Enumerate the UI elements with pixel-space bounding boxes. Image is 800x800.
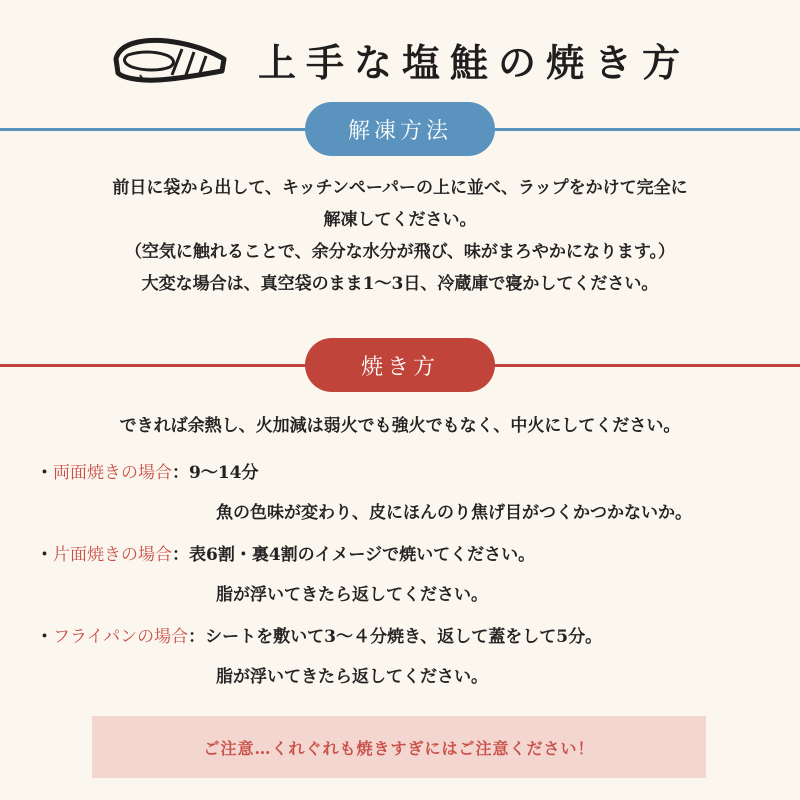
item-sub: 脂が浮いてきたら返してください。 [216,585,488,605]
caution-notice: ご注意…くれぐれも焼きすぎにはご注意ください！ [92,716,706,778]
bullet: ・ [36,545,53,565]
thaw-line: 大変な場合は、真空袋のまま1〜3日、冷蔵庫で寝かしてください。 [141,274,659,294]
salmon-fillet-icon [110,29,230,89]
item-label: 片面焼きの場合 [53,545,172,565]
thaw-instructions [0,172,800,300]
thaw-heading: 解凍方法 [305,102,495,156]
grill-item-both-sides [36,454,259,492]
grill-intro: できれば余熱し、火加減は弱火でも強火でもなく、中火にしてください。 [119,416,681,436]
item-label: 両面焼きの場合 [53,463,172,483]
page-title: 上手な塩鮭の焼き方 [257,39,690,85]
bullet: ・ [36,627,53,647]
thaw-line: 前日に袋から出して、キッチンペーパーの上に並べ、ラップをかけて完全に [112,178,688,198]
bullet: ・ [36,463,53,483]
page-header [0,24,800,94]
thaw-line: 解凍してください。 [323,210,477,230]
item-sub: 脂が浮いてきたら返してください。 [216,667,488,687]
item-text: ：表6割・裏4割のイメージで焼いてください。 [172,545,536,565]
grill-item-one-side [36,536,535,574]
grill-item-frying-pan [36,618,602,656]
grill-heading: 焼き方 [305,338,495,392]
item-label: フライパンの場合 [53,627,189,647]
item-sub: 魚の色味が変わり、皮にほんのり焦げ目がつくかつかないか。 [216,503,692,523]
item-text: ：シートを敷いて3〜４分焼き、返して蓋をして5分。 [188,627,603,647]
thaw-line: （空気に触れることで、余分な水分が飛び、味がまろやかになります。） [124,242,676,262]
item-text: ：9〜14分 [172,463,259,483]
